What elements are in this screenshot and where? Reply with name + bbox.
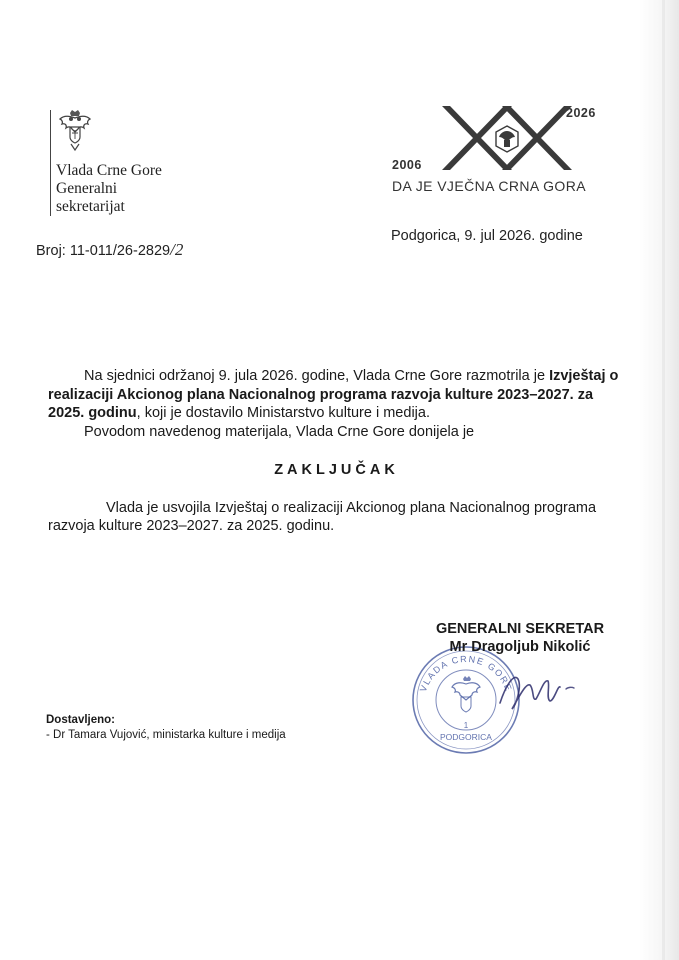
signatory-name: Mr Dragoljub Nikolić — [449, 639, 591, 655]
delivery-title: Dostavljeno: — [46, 714, 116, 726]
delivery-list — [46, 713, 286, 743]
conclusion-heading: ZAKLJUČAK — [274, 462, 399, 478]
paragraph-decision: Povodom navedenog materijala, Vlada Crne Gore donijela je — [84, 423, 475, 440]
stamp-city: PODGORICA — [440, 732, 492, 742]
logo-year-left: 2006 — [392, 158, 422, 172]
coat-of-arms-icon — [58, 110, 92, 152]
government-line-1: Vlada Crne Gore — [56, 162, 162, 179]
reference-label: Broj: 11-011/26-2829 — [36, 243, 171, 259]
report-title: Izvještaj o realizaciji Akcionog plana Nacionalnog programa razvoja kulture 2023–2027. za 2025. godinu — [48, 368, 619, 421]
government-line-3: sekretarijat — [56, 198, 125, 215]
signatory-title: GENERALNI SEKRETAR — [435, 621, 605, 637]
signature-block — [410, 620, 630, 656]
document-date: Podgorica, 9. jul 2026. godine — [391, 228, 583, 244]
handwritten-signature-icon — [492, 665, 582, 725]
paragraph-session-suffix: , koji je dostavilo Ministarstvo kulture i medija. — [136, 405, 430, 421]
government-name — [56, 162, 162, 216]
stamp-ring-text: VLADA CRNE GORE — [417, 653, 515, 694]
stamp-number: 1 — [463, 721, 469, 730]
paragraph-session — [48, 367, 625, 423]
document-body — [48, 367, 625, 536]
paragraph-conclusion: Vlada je usvojila Izvještaj o realizaciji Akcionog plana Nacionalnog programa razvoja kulture 2023–2027. za 2025. godinu. — [48, 499, 597, 534]
scan-edge-line — [662, 0, 665, 960]
reference-number — [36, 240, 183, 260]
anniversary-logo-icon — [390, 98, 620, 198]
paragraph-session-text: Na sjednici održanoj 9. jula 2026. godine, Vlada Crne Gore razmotrila je — [84, 368, 550, 384]
scan-edge-shadow — [639, 0, 679, 960]
header-divider-line — [50, 110, 51, 216]
logo-slogan: DA JE VJEČNA CRNA GORA — [392, 178, 586, 194]
reference-handwritten-suffix: /2 — [170, 240, 184, 259]
delivery-item: - Dr Tamara Vujović, ministarka kulture i medija — [46, 729, 286, 741]
logo-year-right: 2026 — [566, 106, 596, 120]
government-line-2: Generalni — [56, 180, 118, 197]
